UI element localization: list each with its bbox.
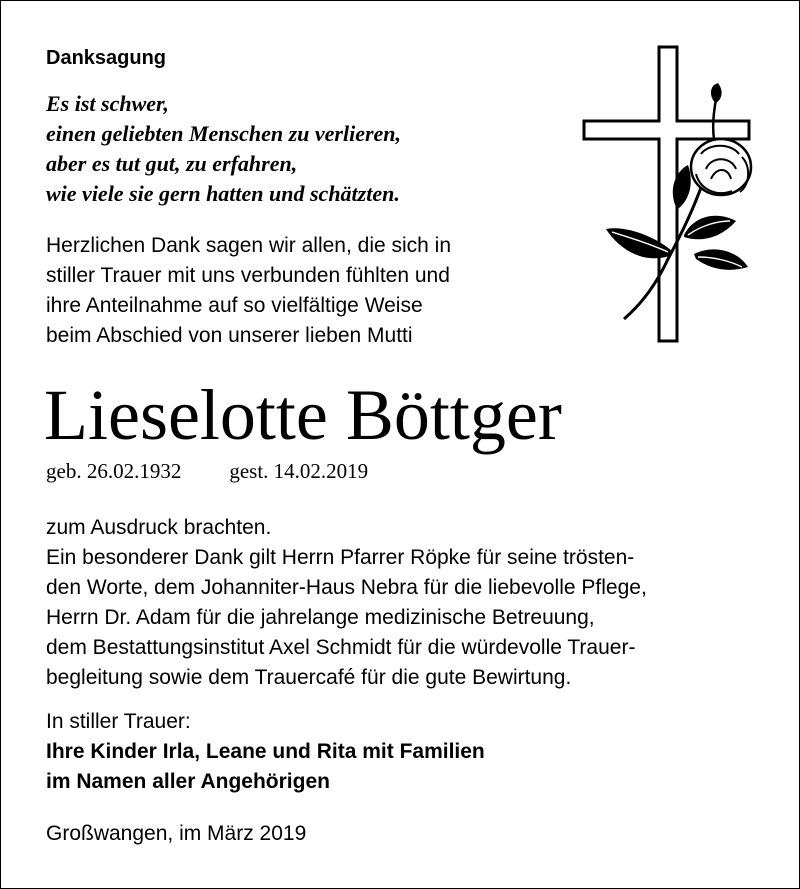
intro-line: beim Abschied von unserer lieben Mutti: [46, 324, 413, 347]
poem-line: aber es tut gut, zu erfahren,: [46, 151, 298, 176]
closing-phrase: In stiller Trauer:: [46, 710, 191, 733]
thanks-line: zum Ausdruck brachten.: [46, 516, 272, 539]
signer-line: Ihre Kinder Irla, Leane und Rita mit Familien: [46, 740, 485, 763]
intro-line: Herzlichen Dank sagen wir allen, die sich in: [46, 234, 452, 257]
poem-line: wie viele sie gern hatten und schätzten.: [46, 181, 400, 206]
poem-line: Es ist schwer,: [46, 91, 169, 116]
thanks-line: dem Bestattungsinstitut Axel Schmidt für die würdevolle Trauer-: [46, 636, 636, 659]
thanks-text: [46, 513, 647, 693]
poem: [46, 89, 401, 209]
signer-line: im Namen aller Angehörigen: [46, 770, 330, 793]
birth-date: geb. 26.02.1932: [46, 459, 182, 483]
death-date: gest. 14.02.2019: [229, 459, 369, 483]
deceased-name: Lieselotte Böttger: [44, 375, 562, 455]
intro-text: [46, 231, 451, 351]
cross-with-rose-icon: [576, 39, 776, 349]
signers: [46, 737, 485, 797]
intro-line: ihre Anteilnahme auf so vielfältige Weise: [46, 294, 423, 317]
place-date: Großwangen, im März 2019: [46, 822, 307, 845]
notice-heading: Danksagung: [46, 47, 167, 69]
thanks-line: Herrn Dr. Adam für die jahrelange medizinische Betreuung,: [46, 606, 595, 629]
life-dates: [46, 456, 368, 486]
thanks-line: Ein besonderer Dank gilt Herrn Pfarrer Röpke für seine trösten-: [46, 546, 635, 569]
thanks-line: den Worte, dem Johanniter-Haus Nebra für die liebevolle Pflege,: [46, 576, 647, 599]
poem-line: einen geliebten Menschen zu verlieren,: [46, 121, 402, 146]
intro-line: stiller Trauer mit uns verbunden fühlten und: [46, 264, 450, 287]
thanks-line: begleitung sowie dem Trauercafé für die gute Bewirtung.: [46, 666, 572, 689]
